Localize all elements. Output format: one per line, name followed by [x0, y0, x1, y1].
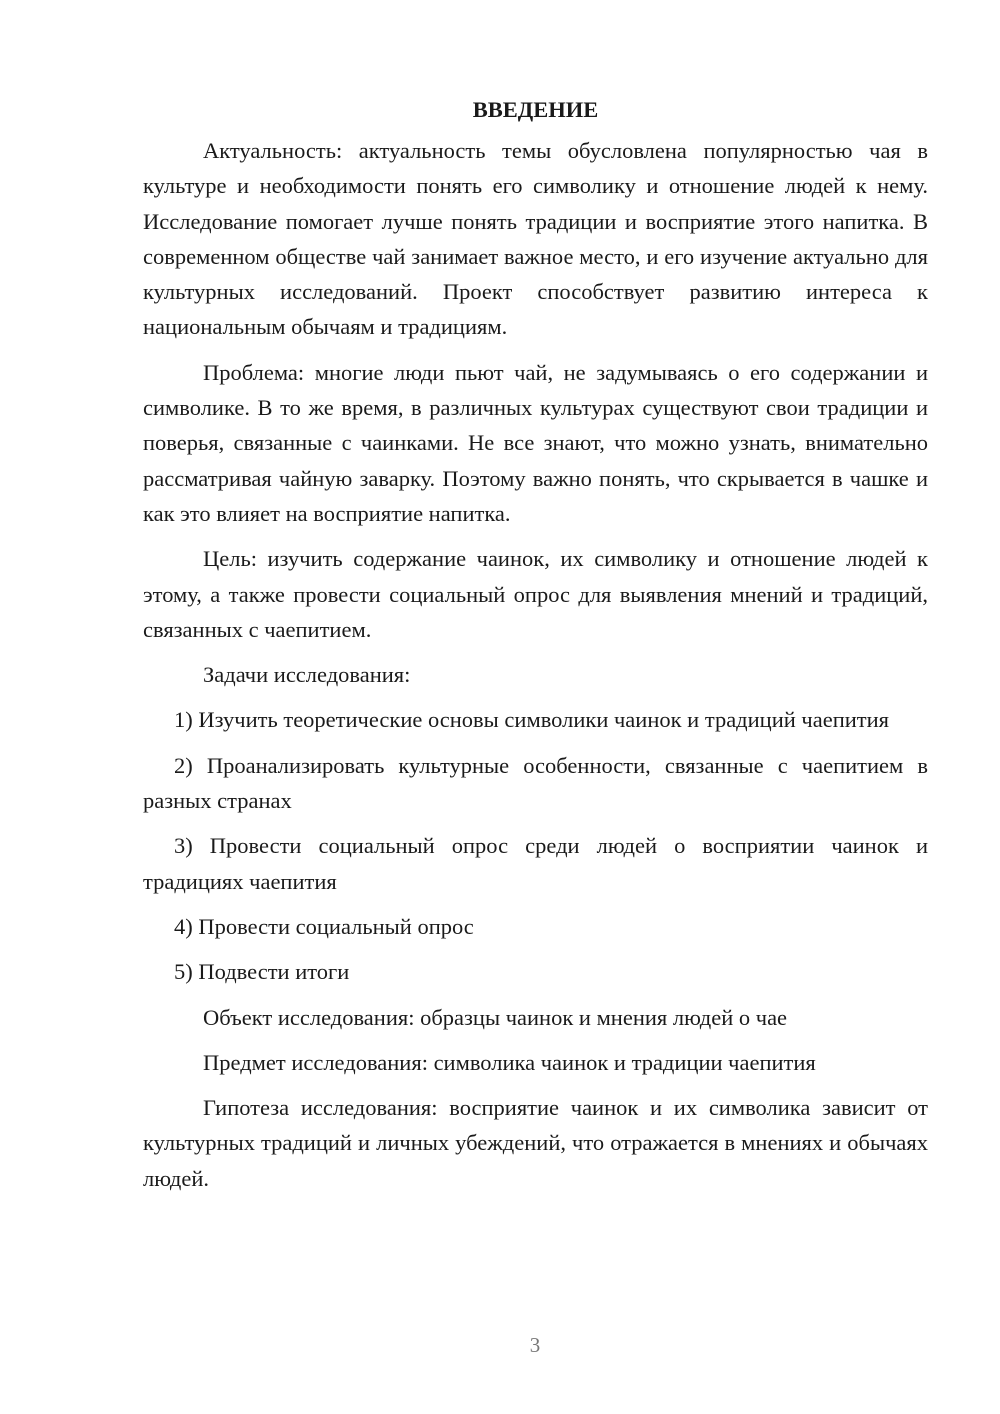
relevance-paragraph: Актуальность: актуальность темы обусловлена популярностью чая в культуре и необходимости понять его символику и отношение людей к нему. Исследование помогает лучше понять традиции и восприятие этого напитка. В современном обществе чай занимает важное место, и его изучение актуально для культурных исследований. Проект способствует развитию интереса к национальным обычаям и традициям. — [143, 138, 928, 340]
subject-paragraph: Предмет исследования: символика чаинок и традиции чаепития — [203, 1049, 816, 1075]
task-item-1: 1) Изучить теоретические основы символики чаинок и традиций чаепития — [174, 707, 890, 733]
task-item-4: 4) Провести социальный опрос — [174, 913, 474, 939]
object-paragraph: Объект исследования: образцы чаинок и мнения людей о чае — [203, 1004, 788, 1030]
section-heading: ВВЕДЕНИЕ — [472, 97, 599, 122]
hypothesis-paragraph: Гипотеза исследования: восприятие чаинок и их символика зависит от культурных традиций и личных убеждений, что отражается в мнениях и обычаях людей. — [143, 1095, 928, 1191]
task-item-2: 2) Проанализировать культурные особенности, связанные с чаепитием в разных странах — [143, 752, 928, 814]
task-item-3: 3) Провести социальный опрос среди людей о восприятии чаинок и традициях чаепития — [143, 833, 928, 894]
problem-paragraph: Проблема: многие люди пьют чай, не задумываясь о его содержании и символике. В то же время, в различных культурах существуют свои традиции и поверья, связанные с чаинками. Не все знают, что можно узнать, внимательно рассматривая чайную заварку. Поэтому важно понять, что скрывается в чашке и как это влияет на восприятие напитка. — [143, 359, 928, 526]
tasks-heading: Задачи исследования: — [203, 662, 411, 688]
goal-paragraph: Цель: изучить содержание чаинок, их символику и отношение людей к этому, а также провести социальный опрос для выявления мнений и традиций, связанных с чаепитием. — [143, 546, 928, 642]
page-number: 3 — [529, 1333, 541, 1357]
page-content — [143, 92, 928, 1196]
task-item-5: 5) Подвести итоги — [174, 959, 350, 985]
